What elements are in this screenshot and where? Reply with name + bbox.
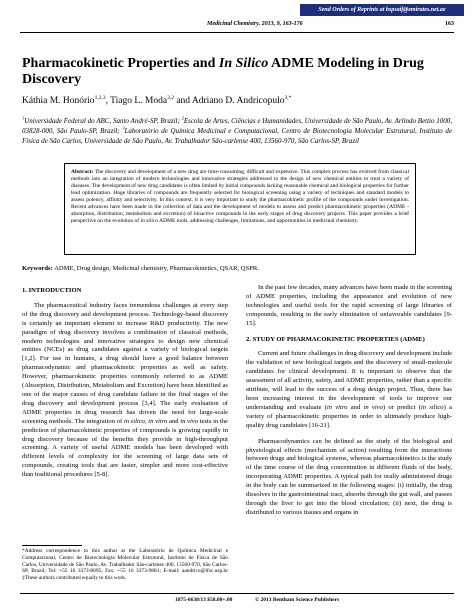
keywords-line bbox=[22, 264, 452, 273]
footer-publisher: © 2013 Bentham Science Publishers bbox=[255, 597, 340, 603]
abstract-label: Abstract: bbox=[71, 169, 94, 175]
journal-reference: Medicinal Chemistry, 2013, 9, 163-176 bbox=[207, 21, 303, 27]
keywords-label: Keywords: bbox=[22, 265, 53, 272]
affiliation-text: Escola de Artes, Ciências e Humanidades, Universidade de São Paulo, Av. Arlindo Bettio 1000, 03828-000, São Paulo-SP, Brazil; bbox=[22, 117, 453, 135]
title-part-2: ADME Modeling in Drug Discovery bbox=[22, 56, 424, 87]
keywords-text: ADME, Drug design, Medicinal chemistry, Pharmacokinetics, QSAR, QSPR. bbox=[54, 265, 259, 272]
article-title bbox=[22, 56, 452, 88]
author-affiliation-mark: 3,2 bbox=[167, 94, 174, 101]
reprint-notice-text: Send Orders of Reprints at bspsaif@emirates.net.ae bbox=[318, 7, 446, 13]
italic-term: in vivo bbox=[180, 417, 199, 425]
advances-paragraph: In the past few decades, many advances have been made in the screening of ADME properties, including the appearance and evolution of new technologies and useful tools for the rapid screening of large libraries of compounds, resulting in the early elimination of unfavorable candidates [9-15]. bbox=[246, 284, 452, 327]
introduction-paragraph bbox=[22, 302, 228, 480]
study-heading: 2. STUDY OF PHARMACOKINETIC PROPERTIES (ADME) bbox=[246, 335, 425, 343]
footer-rule bbox=[20, 593, 454, 594]
italic-term: in vivo bbox=[363, 403, 383, 411]
abstract-italic-term: in silico bbox=[140, 218, 159, 224]
right-column bbox=[246, 284, 452, 518]
author-name: Káthia M. Honório bbox=[22, 96, 95, 106]
paragraph-text: The pharmaceutical industry faces tremendous challenges at every step of the drug discovery and development process. Technology-based discovery is certainly an important element to increase R&D productivity. The new paradigm of drug discovery involves a combination of classical methods, modern technologies and innovative strategies to design new chemical entities (NCEs) as drug candidates against a variety of biological targets [1,2]. For use in humans, a drug should have a good balance between pharmacodynamic and pharmacokinetic properties as well as safety. However, pharmacokinetic properties commonly referred to as ADME (Absorption, Distribution, Metabolism and Excretion) have been identified as one of the major causes of drug candidate failure in the final stages of the drug discovery and development process [3,4]. The early evaluation of ADME properties in drug research has driven the need for large-scale screening methods. The integration of bbox=[22, 301, 228, 425]
paragraph-text: and bbox=[169, 417, 179, 425]
footer-issn: 1875-6638/13 $58.00+.00 bbox=[175, 597, 233, 603]
author-affiliation-mark: 1,2,3 bbox=[94, 94, 106, 101]
running-header bbox=[20, 21, 454, 31]
author-name: Tiago L. Moda bbox=[110, 96, 168, 106]
pharmacodynamics-paragraph: Pharmacodynamics can be defined as the study of the biological and physiological effects (mechanism of action) resulting from the interactions between drugs and biological systems, whereas pharmacokinetics is the study of the time course of the drug concentration in different fluids of the body, incorporating ADME properties. A typical path for orally administered drugs in the body can be summarized in the following stages: (i) initially, the drug dissolves in the gastrointestinal tract, absorbs through the gut wall, and passes through the liver to get into the blood circulation; (ii) next, the drug is distributed to various tissues and organs in bbox=[246, 437, 452, 516]
affiliation-text: Universidade Federal do ABC, Santo André-SP, Brazil; bbox=[24, 117, 182, 125]
paragraph-text: ) or predict ( bbox=[382, 403, 421, 411]
challenges-paragraph: Current and future challenges in drug discovery and development include the validation of new biological targets and the discovery of small-molecule candidates for clinical development. It is important to observe that the assessment of all activity, safety, and ADME properties, rather than a specific attribute, will lead to the success of a drug design project. Thus, there has been increasing interest in the development of tools to improve our understanding and evaluate (in vitro and in vivo) or predict (in silico) a variety of pharmacokinetic properties in order to ultimately produce high-quality drug candidates [16-21]. bbox=[246, 350, 452, 429]
italic-term: in vitro bbox=[326, 403, 348, 411]
paragraph-text: Current and future challenges in drug discovery and development include the validation of new biological targets and the discovery of small-molecule candidates for clinical development. It is important to observe that the assessment of all activity, safety, and ADME properties, rather than a specific attribute, will lead to the success of a drug design project. Thus, there has been increasing interest in the development of tools to improve our understanding and evaluate bbox=[246, 350, 452, 411]
author-name: Adriano D. Andricopulo bbox=[191, 96, 285, 106]
author-list bbox=[22, 95, 452, 107]
footnote-rule bbox=[22, 545, 82, 546]
author-affiliation-mark: 3,* bbox=[284, 94, 292, 101]
title-italic: In Silico bbox=[218, 56, 269, 71]
abstract-text-end: ADME tools, addressing challenges, limitations, and opportunities in medicinal chemistry. bbox=[159, 218, 359, 224]
abstract-text: The discovery and development of a new drug are time-consuming, difficult and expensive. This complex process has evolved from classical methods into an integration of modern technologies and innovative strategies addressed to the design of new chemical entities to treat a variety of diseases. The development of new drug candidates is often limited by initial compounds lacking reasonable chemical and biological properties for further lead optimization. Huge libraries of compounds are frequently selected for biological screening using a variety of techniques and standard models to assess potency, affinity and selectivity. In this context, it is very important to study the pharmacokinetic profile of the compounds under investigation. Recent advances have been made in the collection of data and the development of models to assess and predict pharmacokinetic properties (ADME - absorption, distribution, metabolism and excretion) of bioactive compounds in the early stages of drug discovery projects. This paper provides a brief perspective on the evolution of bbox=[71, 169, 409, 224]
affiliation-mark: 3 bbox=[122, 125, 125, 131]
affiliation-mark: 1 bbox=[22, 115, 25, 121]
italic-term: in vitro bbox=[148, 417, 168, 425]
left-column bbox=[22, 284, 228, 480]
correspondence-footnote: *Address correspondence to this author at the Laboratório de Química Medicinal e Computacional, Centro de Biotecnologia Molecular Estrutural, Instituto de Física de São Carlos, Universidade de São Paulo, Av. Trabalhador São-carlense 400, 13560-970, São Carlos-SP, Brazil; Tel: +55 16 3373-8095; Fax: +55 16 3373-9881; E-mail: aandrico@ifsc.usp.br ‡These authors contributed equally to this work. bbox=[22, 548, 228, 582]
paragraph-text: , bbox=[144, 417, 147, 425]
author-separator: , bbox=[105, 96, 111, 106]
author-separator: and bbox=[173, 96, 192, 106]
paragraph-text: and bbox=[350, 403, 361, 411]
page-number: 163 bbox=[445, 21, 454, 27]
paragraph-text: ) a variety of pharmacokinetic properties in order to ultimately produce high-quality drug candidates [16-21]. bbox=[246, 403, 452, 429]
header-rule bbox=[20, 32, 454, 33]
italic-term: in silico bbox=[420, 403, 444, 411]
paragraph-text: tests in the prediction of pharmacokinetic properties of compounds is growing rapidly in drug discovery because of the benefits they provide in high-throughput screening. A variety of useful ADME models has been developed with different levels of complexity for the screening of large data sets of compounds, creating tools that are faster, simpler and more cost-effective than traditional procedures [5-8]. bbox=[22, 417, 228, 479]
affiliations bbox=[22, 116, 452, 146]
italic-term: in silico bbox=[123, 417, 145, 425]
affiliation-text: Laboratório de Química Medicinal e Computacional, Centro de Biotecnologia Molecular Estrutural, Instituto de Física de São Carlos, Universidade de São Paulo, Av. Trabalhador São-carlense 400, 13560-970, São Carlos-SP, Brazil bbox=[22, 127, 452, 145]
abstract-box bbox=[64, 163, 416, 255]
title-part-1: Pharmacokinetic Properties and bbox=[22, 56, 219, 71]
affiliation-mark: 2 bbox=[181, 115, 184, 121]
reprint-notice-banner bbox=[300, 4, 464, 16]
introduction-heading: 1. INTRODUCTION bbox=[22, 287, 82, 294]
